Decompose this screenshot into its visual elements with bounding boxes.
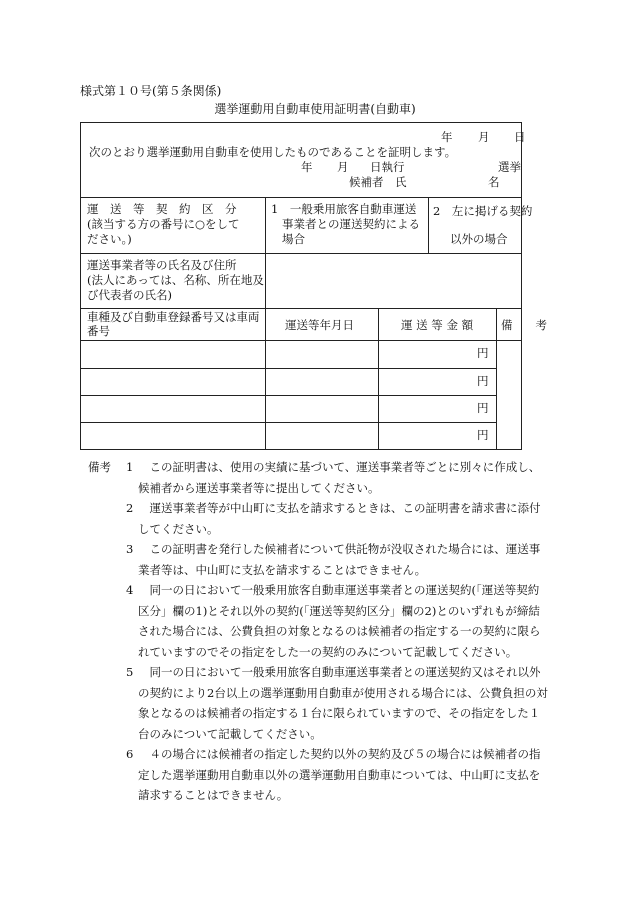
yen-unit: 円 (477, 428, 489, 442)
note-line: 区分」欄の1)とそれ以外の契約(「運送等契約区分」欄の2)とのいずれもが締結 (138, 603, 540, 618)
contract-option-1-line1: 1 一般乗用旅客自動車運送 (271, 202, 417, 216)
date-column-header: 運送等年月日 (285, 318, 354, 332)
yen-unit: 円 (477, 346, 489, 360)
carrier-label-line2: (法人にあっては、名称、所在地及 (87, 273, 264, 287)
contract-label-line2: (該当する方の番号に○をして (87, 217, 240, 231)
note-item (88, 539, 558, 580)
col-divider (265, 253, 266, 308)
note-number: 1 (126, 460, 134, 474)
vehicle-column-header-line2: 番号 (87, 324, 110, 338)
notes-heading: 備考 (88, 460, 111, 474)
note-number: 4 (126, 583, 134, 597)
note-line: 同一の日において一般乗用旅客自動車運送事業者との運送契約(「運送等契約 (138, 583, 540, 597)
contract-label-line1: 運 送 等 契 約 区 分 (87, 202, 237, 216)
vehicle-column-header-line1: 車種及び自動車登録番号又は車両 (87, 310, 260, 324)
exec-year: 年 (301, 160, 313, 174)
carrier-label-line3: び代表者の氏名) (87, 288, 172, 302)
row-divider (81, 253, 521, 254)
note-number: 5 (126, 665, 134, 679)
contract-label-line3: ださい。) (87, 232, 132, 246)
exec-month: 月 (337, 160, 349, 174)
certification-statement: 次のとおり選挙運動用自動車を使用したものであることを証明します。 (89, 145, 457, 159)
note-line: れていますのでその指定をした一の契約のみについて記載してください。 (138, 644, 518, 659)
note-line: 台のみについて記載してください。 (138, 726, 322, 741)
note-line: 候補者から運送事業者等に提出してください。 (138, 480, 380, 495)
note-line: してください。 (138, 521, 219, 536)
exec-day: 日執行 (370, 160, 405, 174)
row-divider (81, 308, 521, 309)
note-line: 定した選挙運動用自動車以外の選挙運動用自動車については、中山町に支払を (138, 767, 541, 782)
row-divider (81, 368, 496, 369)
date-day: 日 (514, 130, 526, 144)
note-item (88, 662, 558, 744)
carrier-label-line1: 運送事業者等の氏名及び住所 (87, 258, 237, 272)
date-month: 月 (478, 130, 490, 144)
row-divider (81, 395, 496, 396)
yen-unit: 円 (477, 374, 489, 388)
contract-option-1-line2: 事業者との運送契約による (282, 217, 420, 231)
note-item (88, 744, 558, 806)
note-item (88, 580, 558, 662)
row-divider (81, 340, 521, 341)
note-line: された場合には、公費負担の対象となるのは候補者の指定する一の契約に限ら (138, 624, 541, 638)
candidate-label: 候補者 氏 (349, 175, 407, 189)
row-divider (81, 422, 496, 423)
note-number: 2 (126, 501, 134, 515)
col-divider (265, 308, 266, 449)
remarks-column-header: 備 考 (501, 318, 547, 332)
document-title: 選挙運動用自動車使用証明書(自動車) (214, 102, 416, 116)
date-year: 年 (441, 130, 453, 144)
note-line: この証明書を発行した候補者について供託物が没収された場合には、運送事 (138, 542, 541, 556)
note-item (88, 498, 558, 539)
col-divider (428, 197, 429, 253)
note-item (88, 457, 558, 498)
note-line: この証明書は、使用の実績に基づいて、運送事業者等ごとに別々に作成し、 (138, 460, 541, 474)
contract-option-2-line1: 2 左に掲げる契約 (433, 204, 533, 218)
note-line: 請求することはできません。 (138, 788, 289, 802)
note-line: 象となるのは候補者の指定する１台に限られていますので、その指定をした１ (138, 706, 541, 720)
note-line: の契約により2台以上の選挙運動用自動車が使用される場合には、公費負担の対 (138, 685, 548, 700)
form-number-label: 様式第１０号(第５条関係) (80, 84, 222, 98)
candidate-name-label: 名 (488, 175, 500, 189)
row-divider (81, 197, 521, 198)
note-line: 運送事業者等が中山町に支払を請求するときは、この証明書を請求書に添付 (138, 501, 541, 515)
col-divider (496, 308, 497, 449)
note-line: 業者等は、中山町に支払を請求することはできません。 (138, 562, 427, 577)
yen-unit: 円 (477, 401, 489, 415)
note-line: ４の場合には候補者の指定した契約以外の契約及び５の場合には候補者の指 (138, 747, 541, 761)
election-label: 選挙 (498, 160, 521, 174)
col-divider (265, 197, 266, 253)
col-divider (378, 308, 379, 449)
contract-option-2-line2: 以外の場合 (450, 232, 508, 246)
contract-option-1-line3: 場合 (282, 232, 305, 246)
note-number: 3 (126, 542, 134, 556)
note-line: 同一の日において一般乗用旅客自動車運送事業者との運送契約又はそれ以外 (138, 665, 541, 679)
amount-column-header: 運 送 等 金 額 (401, 318, 474, 332)
notes-section (88, 457, 558, 806)
note-number: 6 (126, 747, 134, 761)
certificate-table (80, 122, 547, 450)
